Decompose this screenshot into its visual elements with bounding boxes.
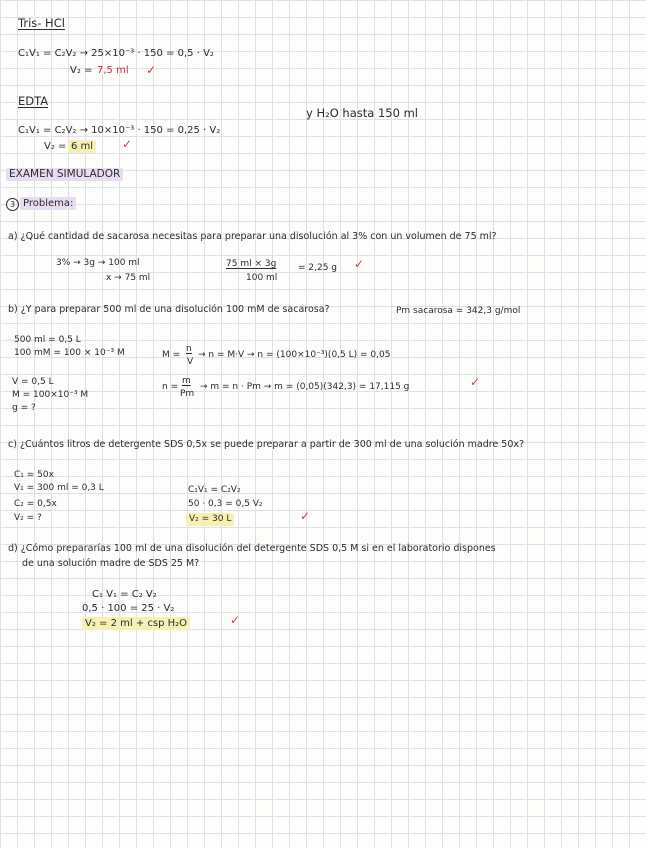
question-a-check-icon: ✓ xyxy=(354,257,365,271)
question-b-pm-note: Pm sacarosa = 342,3 g/mol xyxy=(396,306,521,316)
question-c-c2: C₂ = 0,5x xyxy=(14,499,57,509)
edta-check-icon: ✓ xyxy=(122,137,133,151)
question-b-n-fraction-num: n xyxy=(186,344,192,354)
question-a: a) ¿Qué cantidad de sacarosa necesitas para preparar una disolución al 3% con un volumen de 75 ml? xyxy=(8,231,497,242)
question-b-line2: 100 mM = 100 × 10⁻³ M xyxy=(14,348,125,358)
question-d-eq3: V₂ = 2 ml + csp H₂O xyxy=(82,617,190,630)
tris-equation: C₁V₁ = C₂V₂ → 25×10⁻³ · 150 = 0,5 · V₂ xyxy=(18,48,214,59)
edta-result-value: 6 ml xyxy=(68,140,96,153)
question-c-c1: C₁ = 50x xyxy=(14,470,54,480)
question-b-n-fraction-den: V xyxy=(187,357,194,367)
question-b-m-given: M = 100×10⁻³ M xyxy=(12,390,89,400)
question-d-line2: de una solución madre de SDS 25 M? xyxy=(22,558,200,569)
question-c-v1: V₁ = 300 ml = 0,3 L xyxy=(14,483,104,493)
tris-check-icon: ✓ xyxy=(146,63,157,77)
question-b-m-label: M = xyxy=(162,350,181,360)
question-d-check-icon: ✓ xyxy=(230,613,241,627)
question-b-check-icon: ✓ xyxy=(470,375,481,389)
question-b-v-given: V = 0,5 L xyxy=(12,377,54,387)
tris-heading: Tris- HCl xyxy=(18,16,65,30)
question-c-eq3: V₂ = 30 L xyxy=(186,513,234,526)
question-d-eq2: 0,5 · 100 = 25 · V₂ xyxy=(82,603,175,614)
question-b-g-given: g = ? xyxy=(12,403,36,413)
question-d-line1: d) ¿Cómo prepararías 100 ml de una disolución del detergente SDS 0,5 M si en el laboratorio dispones xyxy=(8,543,496,554)
question-b-m-formula: → m = n · Pm → m = (0,05)(342,3) = 17,115 g xyxy=(200,382,410,392)
question-c: c) ¿Cuántos litros de detergente SDS 0,5x se puede preparar a partir de 300 ml de una solución madre 50x? xyxy=(8,439,525,450)
edta-heading: EDTA xyxy=(18,94,49,108)
question-c-eq1: C₁V₁ = C₂V₂ xyxy=(188,485,241,495)
question-b-m-fraction-den: Pm xyxy=(180,389,195,399)
exam-title: EXAMEN SIMULADOR xyxy=(6,168,123,181)
question-c-check-icon: ✓ xyxy=(300,509,311,523)
tris-result-label: V₂ = xyxy=(70,65,93,76)
edta-equation: C₁V₁ = C₂V₂ → 10×10⁻³ · 150 = 0,25 · V₂ xyxy=(18,125,221,136)
question-a-fraction-denominator: 100 ml xyxy=(246,273,278,283)
question-b-m-fraction-num: m xyxy=(182,376,191,386)
question-b-n-label: n = xyxy=(162,382,179,392)
question-d-eq1: C₁ V₁ = C₂ V₂ xyxy=(92,589,157,600)
edta-result-label: V₂ = xyxy=(44,141,67,152)
question-b-line1: 500 ml = 0,5 L xyxy=(14,335,81,345)
question-c-eq2: 50 · 0,3 = 0,5 V₂ xyxy=(188,499,263,509)
question-b: b) ¿Y para preparar 500 ml de una disolución 100 mM de sacarosa? xyxy=(8,304,330,315)
question-a-rule1: 3% → 3g → 100 ml xyxy=(56,258,140,268)
problem-label: Problema: xyxy=(20,197,76,210)
tris-result-value: 7,5 ml xyxy=(97,65,129,76)
question-a-fraction-numerator: 75 ml × 3g xyxy=(226,259,277,269)
question-b-n-formula: → n = M·V → n = (100×10⁻³)(0,5 L) = 0,05 xyxy=(198,350,391,360)
edta-side-note: y H₂O hasta 150 ml xyxy=(306,106,418,120)
problem-number-badge: 3 xyxy=(6,198,19,211)
question-c-v2: V₂ = ? xyxy=(14,513,42,523)
question-a-result: = 2,25 g xyxy=(298,263,338,273)
question-a-rule2: x → 75 ml xyxy=(106,273,151,283)
